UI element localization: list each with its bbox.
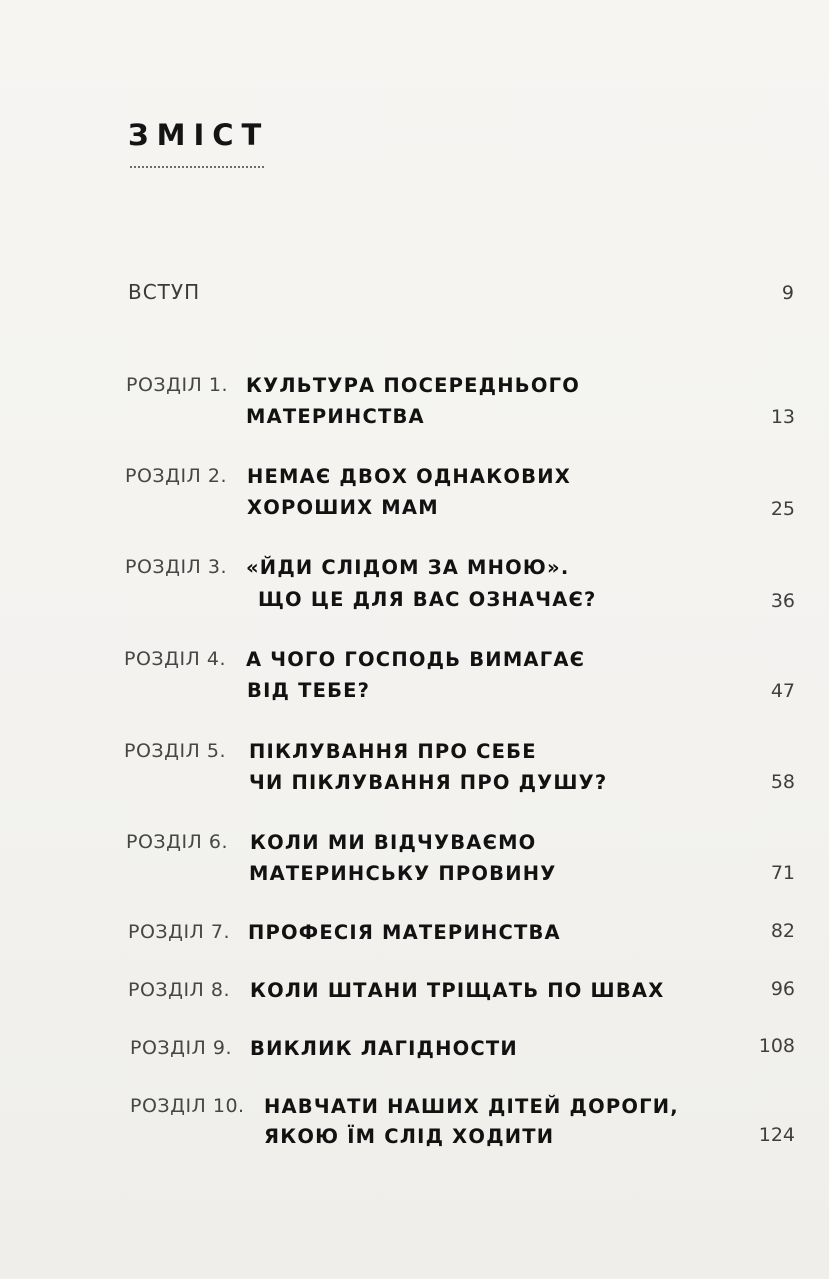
chapter-page-number: 58 bbox=[770, 771, 795, 793]
chapter-page-number: 96 bbox=[770, 978, 795, 1000]
chapter-title-line: КОЛИ ШТАНИ ТРІЩАТЬ ПО ШВАХ bbox=[250, 979, 665, 1002]
chapter-title-line: ЯКОЮ ЇМ СЛІД ХОДИТИ bbox=[264, 1125, 555, 1148]
toc-heading: ЗМІСТ bbox=[128, 118, 270, 152]
chapter-label: РОЗДІЛ 6. bbox=[126, 831, 228, 853]
chapter-label: РОЗДІЛ 7. bbox=[128, 921, 230, 943]
chapter-title-line: ХОРОШИХ МАМ bbox=[247, 496, 439, 519]
chapter-title-line: «ЙДИ СЛІДОМ ЗА МНОЮ». bbox=[246, 556, 570, 579]
chapter-title-line: МАТЕРИНСЬКУ ПРОВИНУ bbox=[249, 862, 557, 885]
chapter-title-line: НЕМАЄ ДВОХ ОДНАКОВИХ bbox=[247, 465, 571, 488]
heading-dotted-rule bbox=[130, 166, 264, 168]
chapter-page-number: 25 bbox=[770, 498, 795, 520]
chapter-page-number: 71 bbox=[770, 862, 795, 884]
chapter-page-number: 13 bbox=[770, 406, 795, 428]
chapter-title-line: А ЧОГО ГОСПОДЬ ВИМАГАЄ bbox=[246, 648, 586, 671]
chapter-title-line: ЧИ ПІКЛУВАННЯ ПРО ДУШУ? bbox=[249, 771, 608, 794]
chapter-label: РОЗДІЛ 3. bbox=[125, 556, 227, 578]
chapter-label: РОЗДІЛ 4. bbox=[124, 648, 226, 670]
chapter-title-line: КУЛЬТУРА ПОСЕРЕДНЬОГО bbox=[246, 374, 581, 397]
chapter-label: РОЗДІЛ 9. bbox=[130, 1037, 232, 1059]
chapter-page-number: 82 bbox=[770, 920, 795, 942]
chapter-label: РОЗДІЛ 5. bbox=[124, 740, 226, 762]
chapter-label: РОЗДІЛ 8. bbox=[128, 979, 230, 1001]
chapter-title-line: НАВЧАТИ НАШИХ ДІТЕЙ ДОРОГИ, bbox=[264, 1095, 679, 1118]
chapter-page-number: 36 bbox=[770, 590, 795, 612]
chapter-title-line: ПРОФЕСІЯ МАТЕРИНСТВА bbox=[248, 921, 561, 944]
chapter-title-line: МАТЕРИНСТВА bbox=[246, 405, 425, 428]
chapter-title-line: ПІКЛУВАННЯ ПРО СЕБЕ bbox=[249, 740, 537, 763]
chapter-page-number: 47 bbox=[770, 680, 795, 702]
chapter-title-line: ЩО ЦЕ ДЛЯ ВАС ОЗНАЧАЄ? bbox=[258, 588, 597, 611]
chapter-label: РОЗДІЛ 1. bbox=[126, 374, 228, 396]
chapter-title-line: КОЛИ МИ ВІДЧУВАЄМО bbox=[250, 831, 537, 854]
chapter-label: РОЗДІЛ 10. bbox=[130, 1095, 245, 1117]
intro-page-number: 9 bbox=[781, 282, 794, 304]
intro-label: ВСТУП bbox=[128, 280, 201, 304]
chapter-page-number: 124 bbox=[758, 1124, 795, 1146]
chapter-title-line: ВІД ТЕБЕ? bbox=[247, 679, 371, 702]
chapter-title-line: ВИКЛИК ЛАГІДНОСТИ bbox=[250, 1037, 518, 1060]
chapter-page-number: 108 bbox=[758, 1035, 795, 1057]
chapter-label: РОЗДІЛ 2. bbox=[125, 465, 227, 487]
